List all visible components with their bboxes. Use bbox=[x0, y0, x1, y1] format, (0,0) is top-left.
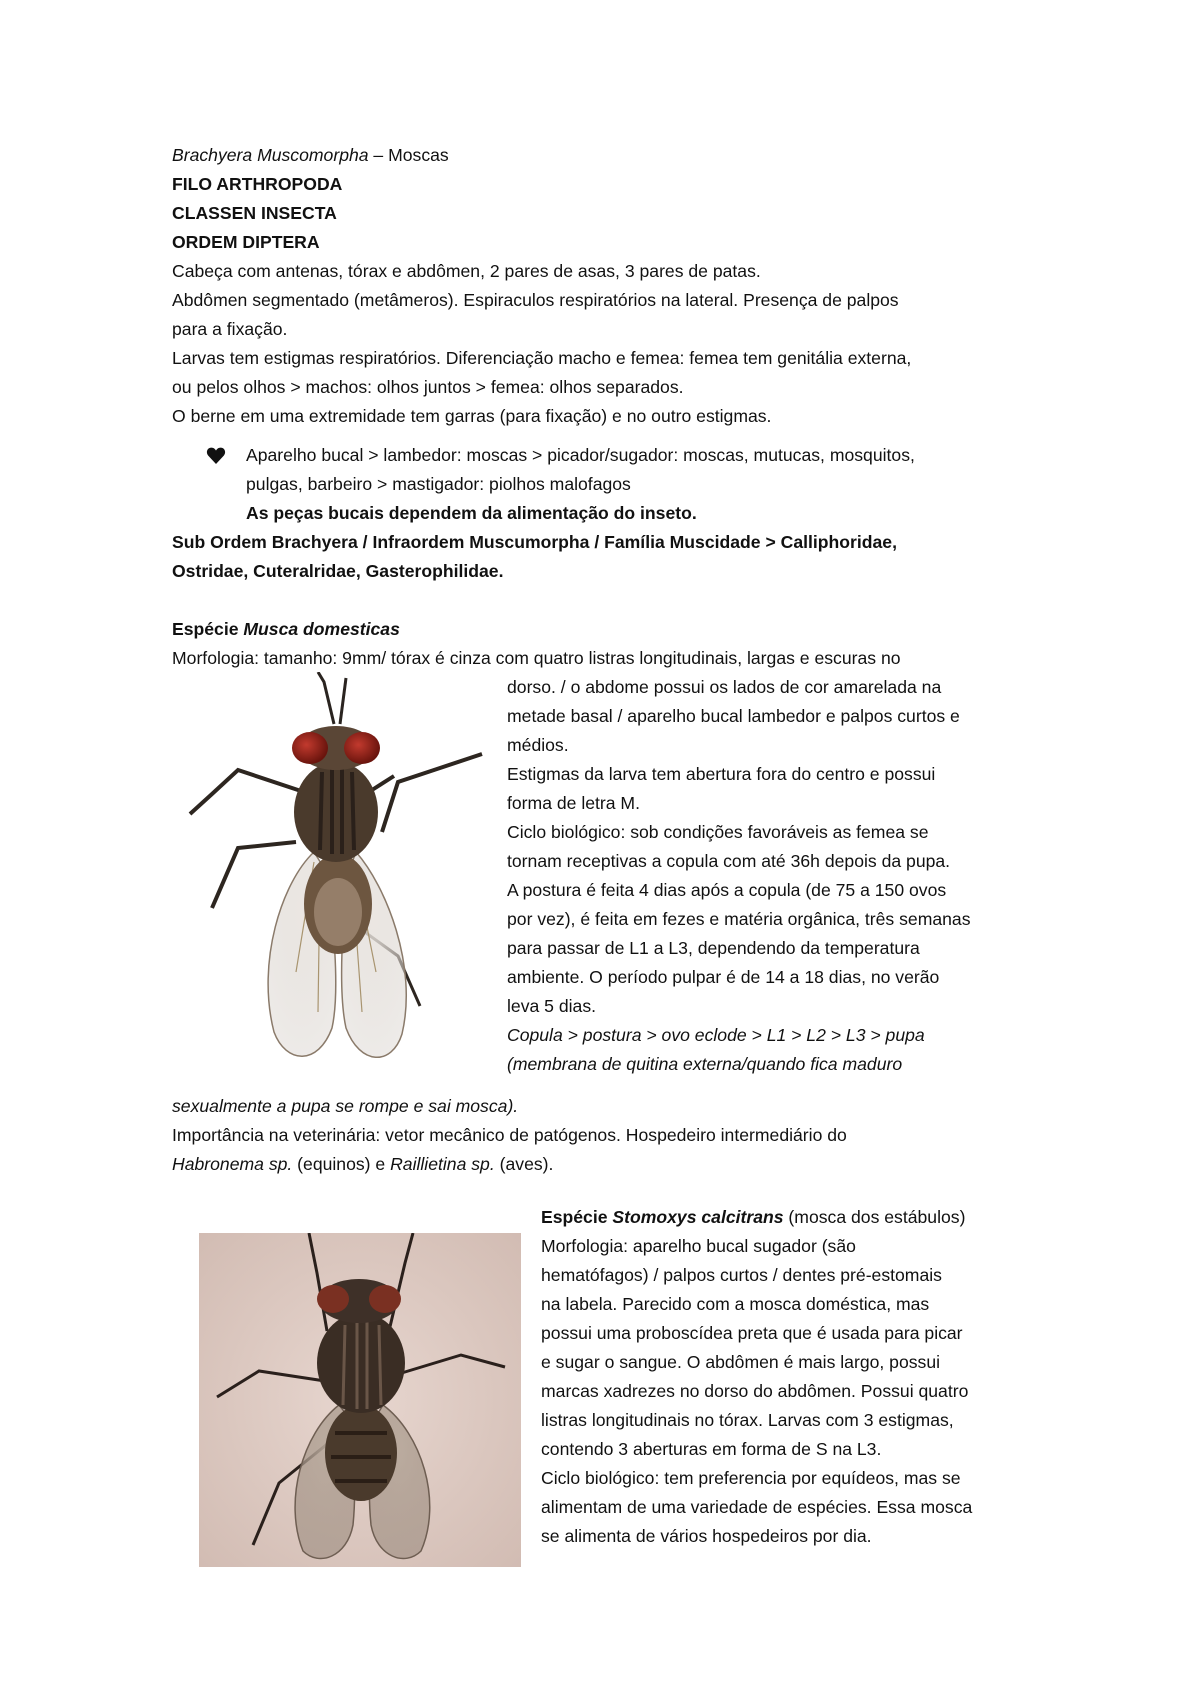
musca-desc-line: leva 5 dias. bbox=[507, 996, 596, 1016]
stomoxys-line: contendo 3 aberturas em forma de S na L3. bbox=[541, 1439, 882, 1459]
musca-hosts: Habronema sp. (equinos) e Raillietina sp. (aves). bbox=[172, 1154, 554, 1174]
bullet-line: pulgas, barbeiro > mastigador: piolhos malofagos bbox=[246, 474, 631, 494]
musca-desc-line: forma de letra M. bbox=[507, 793, 640, 813]
stomoxys-line: Morfologia: aparelho bucal sugador (são bbox=[541, 1236, 856, 1256]
intro-line: Abdômen segmentado (metâmeros). Espiraculos respiratórios na lateral. Presença de palpos bbox=[172, 290, 899, 310]
musca-importance: Importância na veterinária: vetor mecânico de patógenos. Hospedeiro intermediário do bbox=[172, 1125, 847, 1145]
musca-continuation bbox=[172, 1092, 847, 1179]
document-title: Brachyera Muscomorpha – Moscas bbox=[172, 145, 449, 165]
musca-desc-line: A postura é feita 4 dias após a copula (de 75 a 150 ovos bbox=[507, 880, 947, 900]
musca-desc-line: médios. bbox=[507, 735, 569, 755]
musca-desc-line: tornam receptivas a copula com até 36h depois da pupa. bbox=[507, 851, 951, 871]
musca-desc-line: por vez), é feita em fezes e matéria orgânica, três semanas bbox=[507, 909, 971, 929]
stomoxys-line: listras longitudinais no tórax. Larvas com 3 estigmas, bbox=[541, 1410, 954, 1430]
classe-heading: CLASSEN INSECTA bbox=[172, 203, 337, 223]
musca-cycle-end: sexualmente a pupa se rompe e sai mosca). bbox=[172, 1096, 519, 1116]
musca-desc-line: Ciclo biológico: sob condições favoráveis as femea se bbox=[507, 822, 929, 842]
musca-desc-line: dorso. / o abdome possui os lados de cor amarelada na bbox=[507, 677, 942, 697]
bullet-line-bold: As peças bucais dependem da alimentação do inseto. bbox=[246, 503, 697, 523]
musca-cycle-line: (membrana de quitina externa/quando fica maduro bbox=[507, 1054, 903, 1074]
fly-photo-stomoxys bbox=[199, 1233, 521, 1567]
header-block bbox=[172, 141, 911, 431]
musca-heading: Espécie Musca domesticas bbox=[172, 619, 400, 639]
filo-heading: FILO ARTHROPODA bbox=[172, 174, 343, 194]
musca-cycle-line: Copula > postura > ovo eclode > L1 > L2 > L3 > pupa bbox=[507, 1025, 925, 1045]
musca-heading-block bbox=[172, 615, 901, 673]
stomoxys-line: e sugar o sangue. O abdômen é mais largo, possui bbox=[541, 1352, 941, 1372]
musca-desc-line: para passar de L1 a L3, dependendo da temperatura bbox=[507, 938, 920, 958]
musca-desc-line: Estigmas da larva tem abertura fora do centro e possui bbox=[507, 764, 936, 784]
stomoxys-line: Ciclo biológico: tem preferencia por equídeos, mas se bbox=[541, 1468, 961, 1488]
stomoxys-line: na labela. Parecido com a mosca doméstica, mas bbox=[541, 1294, 930, 1314]
stomoxys-line: hematófagos) / palpos curtos / dentes pré-estomais bbox=[541, 1265, 942, 1285]
intro-line: Larvas tem estigmas respiratórios. Diferenciação macho e femea: femea tem genitália externa, bbox=[172, 348, 912, 368]
suborder-block bbox=[172, 528, 897, 586]
musca-morfologia: Morfologia: tamanho: 9mm/ tórax é cinza com quatro listras longitudinais, largas e escuras no bbox=[172, 648, 901, 668]
suborder-line: Ostridae, Cuteralridae, Gasterophilidae. bbox=[172, 561, 504, 581]
musca-description bbox=[507, 673, 971, 1079]
musca-desc-line: metade basal / aparelho bucal lambedor e palpos curtos e bbox=[507, 706, 960, 726]
stomoxys-heading: Espécie Stomoxys calcitrans (mosca dos estábulos) bbox=[541, 1207, 966, 1227]
stomoxys-line: possui uma proboscídea preta que é usada para picar bbox=[541, 1323, 963, 1343]
stomoxys-line: se alimenta de vários hospedeiros por dia. bbox=[541, 1526, 872, 1546]
suborder-line: Sub Ordem Brachyera / Infraordem Muscumorpha / Família Muscidade > Calliphoridae, bbox=[172, 532, 897, 552]
stomoxys-section bbox=[541, 1203, 972, 1551]
intro-line: O berne em uma extremidade tem garras (para fixação) e no outro estigmas. bbox=[172, 406, 772, 426]
intro-line: Cabeça com antenas, tórax e abdômen, 2 pares de asas, 3 pares de patas. bbox=[172, 261, 761, 281]
intro-line: ou pelos olhos > machos: olhos juntos > femea: olhos separados. bbox=[172, 377, 684, 397]
fly-photo-musca bbox=[186, 672, 486, 1068]
stomoxys-line: marcas xadrezes no dorso do abdômen. Possui quatro bbox=[541, 1381, 969, 1401]
intro-line: para a fixação. bbox=[172, 319, 288, 339]
heart-icon bbox=[206, 446, 226, 466]
bullet-line: Aparelho bucal > lambedor: moscas > picador/sugador: moscas, mutucas, mosquitos, bbox=[246, 445, 915, 465]
bullet-item bbox=[246, 441, 915, 528]
stomoxys-line: alimentam de uma variedade de espécies. Essa mosca bbox=[541, 1497, 973, 1517]
ordem-heading: ORDEM DIPTERA bbox=[172, 232, 320, 252]
musca-desc-line: ambiente. O período pulpar é de 14 a 18 dias, no verão bbox=[507, 967, 940, 987]
